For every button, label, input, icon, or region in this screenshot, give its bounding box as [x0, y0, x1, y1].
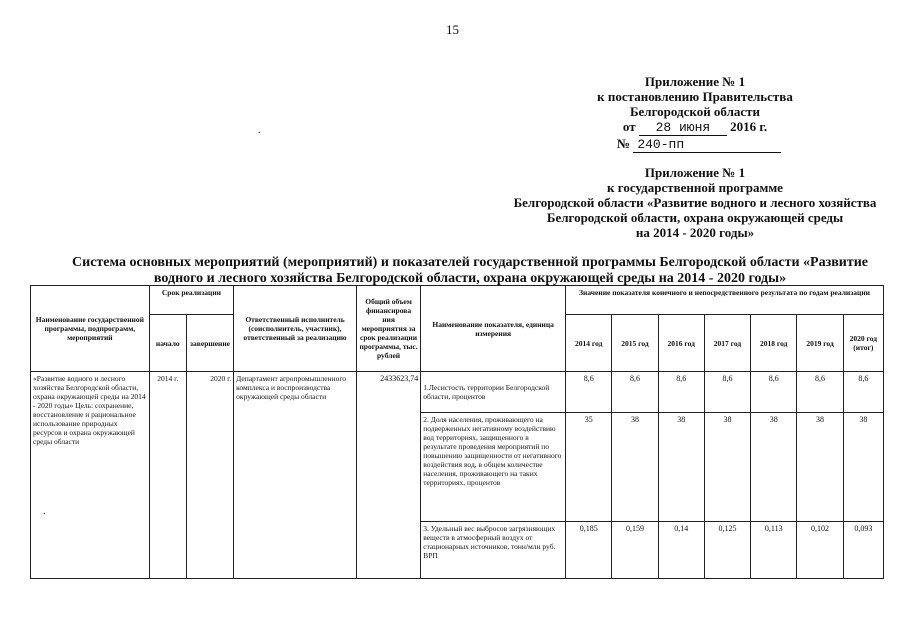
header-indicator: Наименование показателя, единица измерения [421, 286, 566, 372]
number-prefix: № [617, 136, 631, 151]
indicator-value: 35 [566, 413, 612, 522]
annex-program-line5: на 2014 - 2020 годы» [635, 225, 755, 240]
header-year-2019: 2019 год [797, 315, 843, 372]
header-year-2016: 2016 год [658, 315, 704, 372]
annex-resolution-line3: Белгородской области [629, 104, 761, 119]
indicator-value: 0,185 [566, 522, 612, 579]
indicator-value: 38 [658, 413, 704, 522]
date-suffix: 2016 г. [730, 119, 768, 134]
indicator-value: 0,113 [751, 522, 797, 579]
scan-dot: . [258, 125, 261, 136]
header-end: завершение [186, 315, 233, 372]
header-funding: Общий объем финансирова ния мероприятия за срок реализации программы, тыс. рублей [356, 286, 420, 372]
indicator-value: 38 [751, 413, 797, 522]
indicator-value: 8,6 [612, 372, 658, 413]
indicator-value: 8,6 [797, 372, 843, 413]
annex-resolution-line2: к постановлению Правительства [597, 89, 793, 104]
indicator-value: 8,6 [566, 372, 612, 413]
program-executor: Департамент агропромышленного комплекса и воспроизводства окружающей среды области [234, 372, 357, 579]
indicator-value: 0,102 [797, 522, 843, 579]
header-year-2014: 2014 год [566, 315, 612, 372]
program-start: 2014 г. [149, 372, 186, 579]
indicator-value: 8,6 [843, 372, 883, 413]
header-year-2018: 2018 год [751, 315, 797, 372]
indicators-table [30, 285, 884, 579]
indicator-value: 0,093 [843, 522, 883, 579]
resolution-number-line [575, 136, 815, 153]
table-row [31, 372, 884, 413]
indicator-value: 0,125 [704, 522, 750, 579]
indicator-value: 38 [797, 413, 843, 522]
indicator-value: 8,6 [658, 372, 704, 413]
program-end: 2020 г. [186, 372, 233, 579]
indicator-value: 0,14 [658, 522, 704, 579]
indicator-name: 2. Доля населения, проживающего на подверженных негативному воздействию вод территориях, защищенного в результате проведения мероприятий по повышению защищенности от негативного воздействия вод, в общем количестве населения, проживающего на таких территориях, процентов [421, 413, 566, 522]
indicator-value: 38 [612, 413, 658, 522]
annex-program-title: Приложение № 1 [644, 165, 746, 180]
header-start: начало [149, 315, 186, 372]
annex-resolution-title: Приложение № 1 [644, 74, 746, 89]
indicator-name: 3. Удельный вес выбросов загрязняющих веществ в атмосферный воздух от стационарных источников, тонн/млн руб. ВРП [421, 522, 566, 579]
resolution-date-line [575, 119, 815, 136]
indicator-value: 38 [704, 413, 750, 522]
annex-program-line2: к государственной программе [607, 180, 783, 195]
annex-program [495, 165, 895, 240]
handwritten-number: 240-пп [633, 137, 781, 153]
header-year-2015: 2015 год [612, 315, 658, 372]
program-funding: 2433623,74 [356, 372, 420, 579]
program-name: «Развитие водного и лесного хозяйства Белгородской области, охрана окружающей среды на 2014 - 2020 годы» Цель: сохранение, восстановление и рациональное использование природных ресурсов и охрана окружающей среды области [31, 372, 150, 579]
header-year-2017: 2017 год [704, 315, 750, 372]
header-values-group: Значение показателя конечного и непосредственного результата по годам реализации [566, 286, 884, 315]
header-year-2020: 2020 год (итог) [843, 315, 883, 372]
header-name: Наименование государственной программы, подпрограмм, мероприятий [31, 286, 150, 372]
date-prefix: от [622, 119, 636, 134]
header-term: Срок реализации [149, 286, 233, 315]
indicator-name: 1.Лесистость территории Белгородской области, процентов [421, 372, 566, 413]
document-title: Система основных мероприятий (мероприятий) и показателей государственной программы Белгородской области «Развитие водного и лесного хозяйства Белгородской области, охрана окружающей среды на 2014 - 2020 годы» [72, 255, 868, 286]
header-row-1 [31, 286, 884, 315]
indicator-value: 8,6 [704, 372, 750, 413]
annex-program-line4: Белгородской области, охрана окружающей среды [546, 210, 844, 225]
indicator-value: 38 [843, 413, 883, 522]
annex-program-line3: Белгородской области «Развитие водного и лесного хозяйства [513, 195, 877, 210]
page-number: 15 [446, 22, 459, 37]
indicator-value: 8,6 [751, 372, 797, 413]
annex-resolution [575, 74, 815, 153]
header-executor: Ответственный исполнитель (соисполнитель, участник), ответственный за реализацию [234, 286, 357, 372]
scan-mark: . [43, 506, 46, 517]
handwritten-date: 28 июня [639, 120, 727, 136]
indicator-value: 0,159 [612, 522, 658, 579]
